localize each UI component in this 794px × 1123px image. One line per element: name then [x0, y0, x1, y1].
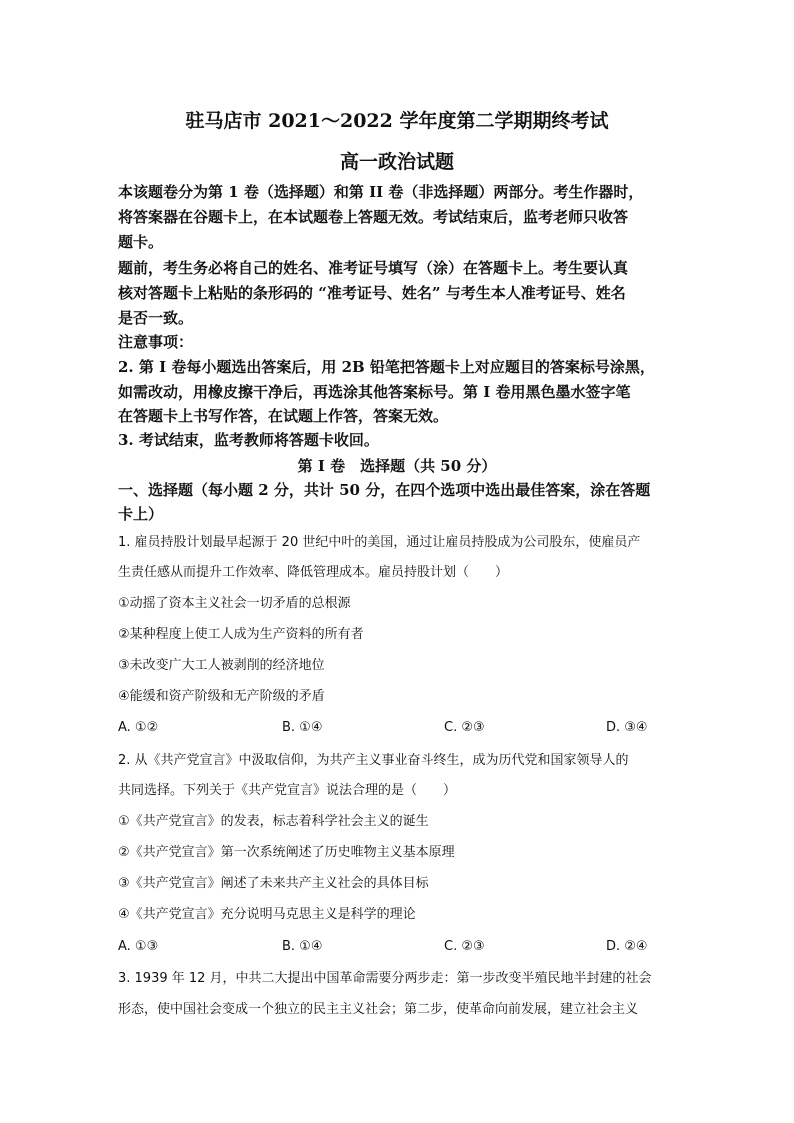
- question-1-option-d: D. ③④: [606, 720, 648, 735]
- question-1-item: ③未改变广大工人被剥削的经济地位: [118, 658, 325, 673]
- question-1-option-b: B. ①④: [282, 720, 323, 735]
- instruction-line: 3. 考试结束，监考教师将答题卡收回。: [118, 431, 379, 449]
- question-1-item: ②某种程度上使工人成为生产资料的所有者: [118, 627, 364, 642]
- question-1-item: ④能缓和资产阶级和无产阶级的矛盾: [118, 689, 325, 704]
- instruction-line: 2. 第 I 卷每小题选出答案后，用 2B 铅笔把答题卡上对应题目的答案标号涂黑，: [118, 358, 655, 376]
- question-1-item: ①动摇了资本主义社会一切矛盾的总根源: [118, 596, 351, 611]
- notice-heading: 注意事项：: [118, 333, 194, 351]
- instruction-line: 本该题卷分为第 1 卷（选择题）和第 II 卷（非选择题）两部分。考生作器时，: [118, 183, 644, 201]
- question-2-stem: 2. 从《共产党宣言》中汲取信仰，为共产主义事业奋斗终生，成为历代党和国家领导人的: [118, 753, 629, 768]
- instruction-line: 是否一致。: [118, 309, 194, 327]
- section-heading: 一、选择题（每小题 2 分，共计 50 分，在四个选项中选出最佳答案，涂在答题: [118, 481, 651, 499]
- instruction-line: 题卡。: [118, 233, 164, 251]
- question-3-stem: 形态，使中国社会变成一个独立的民主主义社会；第二步，使革命向前发展，建立社会主义: [118, 1002, 639, 1017]
- question-1-option-a: A. ①②: [118, 720, 159, 735]
- exam-subtitle: 高一政治试题: [339, 151, 454, 173]
- question-2-item: ③《共产党宣言》阐述了未来共产主义社会的具体目标: [118, 876, 429, 891]
- question-2-option-d: D. ②④: [606, 939, 648, 954]
- question-2-option-c: C. ②③: [444, 939, 485, 954]
- question-2-option-a: A. ①③: [118, 939, 159, 954]
- question-3-stem: 3. 1939 年 12 月，中共二大提出中国革命需要分两步走：第一步改变半殖民地半封建的社会: [118, 971, 652, 986]
- instruction-line: 将答案器在谷题卡上，在本试题卷上答题无效。考试结束后，监考老师只收答: [118, 208, 629, 226]
- exam-title: 驻马店市 2021～2022 学年度第二学期期终考试: [185, 110, 609, 132]
- section-title: 第 I 卷 选择题（共 50 分）: [297, 457, 497, 475]
- question-2-item: ④《共产党宣言》充分说明马克思主义是科学的理论: [118, 907, 416, 922]
- section-heading: 卡上）: [118, 505, 164, 523]
- instruction-line: 在答题卡上书写作答，在试题上作答，答案无效。: [118, 407, 449, 425]
- question-2-item: ①《共产党宣言》的发表，标志着科学社会主义的诞生: [118, 814, 429, 829]
- instruction-line: 核对答题卡上粘贴的条形码的 “准考证号、姓名” 与考生本人准考证号、姓名: [118, 284, 626, 302]
- question-2-stem: 共同选择。下列关于《共产党宣言》说法合理的是（ ）: [118, 783, 457, 798]
- question-2-option-b: B. ①④: [282, 939, 323, 954]
- question-1-option-c: C. ②③: [444, 720, 485, 735]
- instruction-line: 如需改动，用橡皮擦干净后，再选涂其他答案标号。第 I 卷用黑色墨水签字笔: [118, 383, 631, 401]
- question-2-item: ②《共产党宣言》第一次系统阐述了历史唯物主义基本原理: [118, 845, 455, 860]
- question-1-stem: 1. 雇员持股计划最早起源于 20 世纪中叶的美国，通过让雇员持股成为公司股东，使雇员产: [118, 535, 641, 550]
- question-1-stem: 生责任感从而提升工作效率、降低管理成本。雇员持股计划（ ）: [118, 565, 509, 580]
- instruction-line: 题前，考生务必将自己的姓名、准考证号填写（涂）在答题卡上。考生要认真: [118, 259, 629, 277]
